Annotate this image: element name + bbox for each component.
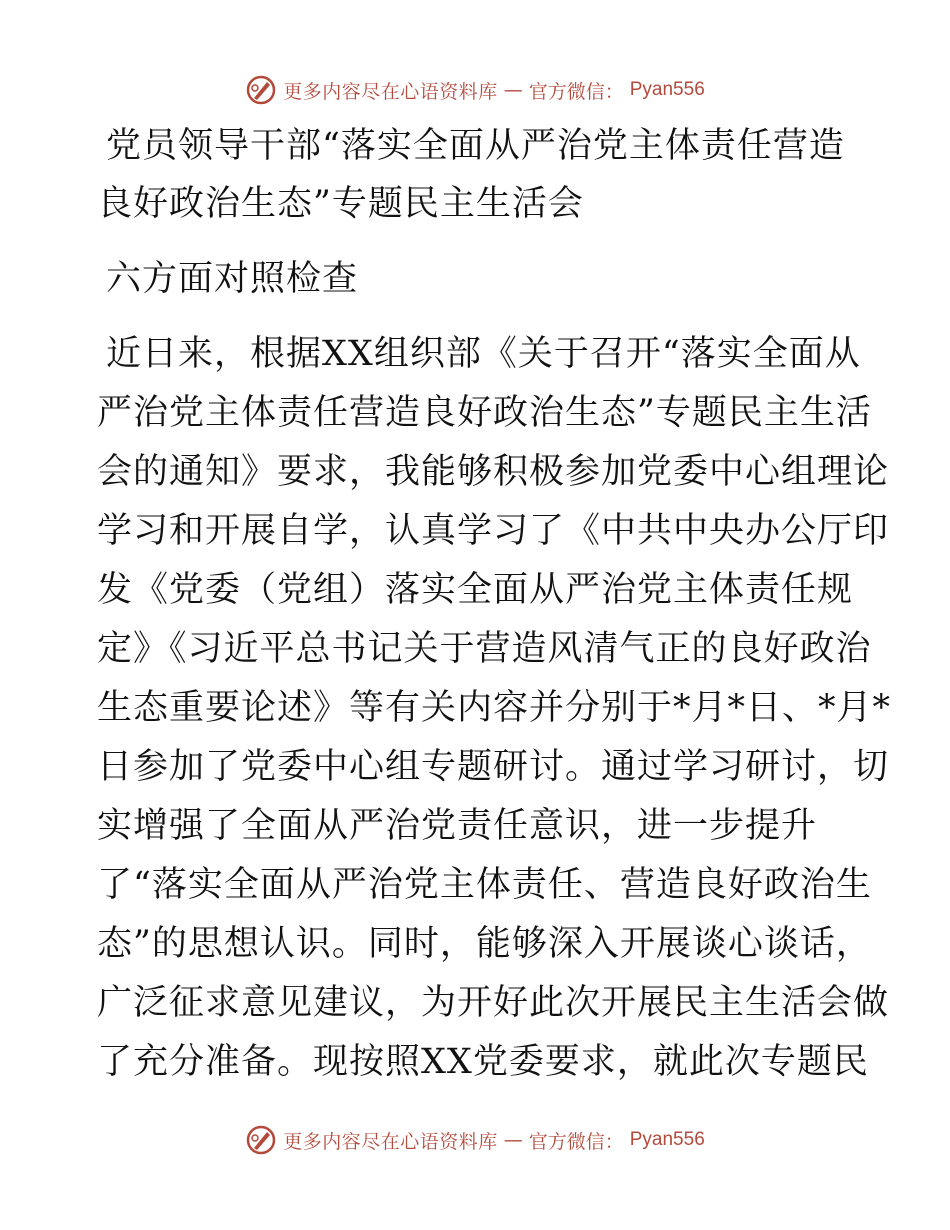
- watermark-wechat-label: 官方微信：: [528, 80, 624, 103]
- body-line-2: 严治党主体责任营造良好政治生态”专题民主生活: [97, 393, 872, 433]
- watermark-wechat-label: 官方微信：: [528, 1130, 624, 1153]
- body-line-5: 发《党委（党组）落实全面从严治党主体责任规: [97, 570, 854, 610]
- document-title-line-2: 良好政治生态”专题民主生活会: [97, 184, 584, 224]
- watermark-text: 更多内容尽在心语资料库: [283, 1130, 498, 1153]
- document-title-line-1: 党员领导干部“落实全面从严治党主体责任营造: [106, 126, 845, 166]
- body-line-7: 生态重要论述》等有关内容并分别于*月*日、*月*: [97, 688, 892, 728]
- watermark-wechat-id: Pyan556: [629, 79, 705, 100]
- watermark-separator: —: [503, 79, 523, 101]
- header-watermark: [0, 70, 950, 110]
- body-line-10: 了“落实全面从严治党主体责任、营造良好政治生: [97, 865, 872, 905]
- quill-logo-icon: [245, 74, 277, 106]
- body-line-6: 定》《习近平总书记关于营造风清气正的良好政治: [97, 629, 872, 669]
- document-subtitle: 六方面对照检查: [106, 259, 359, 299]
- body-line-4: 学习和开展自学，认真学习了《中共中央办公厅印: [97, 511, 890, 551]
- quill-logo-icon: [245, 1124, 277, 1156]
- footer-watermark: [0, 1120, 950, 1160]
- body-line-8: 日参加了党委中心组专题研讨。通过学习研讨，切: [97, 747, 890, 787]
- body-line-12: 广泛征求意见建议，为开好此次开展民主生活会做: [97, 983, 890, 1023]
- body-line-13: 了充分准备。现按照XX党委要求，就此次专题民: [97, 1042, 869, 1082]
- body-line-11: 态”的思想认识。同时，能够深入开展谈心谈话，: [97, 924, 872, 964]
- watermark-separator: —: [503, 1129, 523, 1151]
- watermark-wechat-id: Pyan556: [629, 1129, 705, 1150]
- body-line-3: 会的通知》要求，我能够积极参加党委中心组理论: [97, 452, 890, 492]
- watermark-text: 更多内容尽在心语资料库: [283, 80, 498, 103]
- body-line-9: 实增强了全面从严治党责任意识，进一步提升: [97, 806, 818, 846]
- body-line-1: 近日来，根据XX组织部《关于召开“落实全面从: [106, 334, 861, 374]
